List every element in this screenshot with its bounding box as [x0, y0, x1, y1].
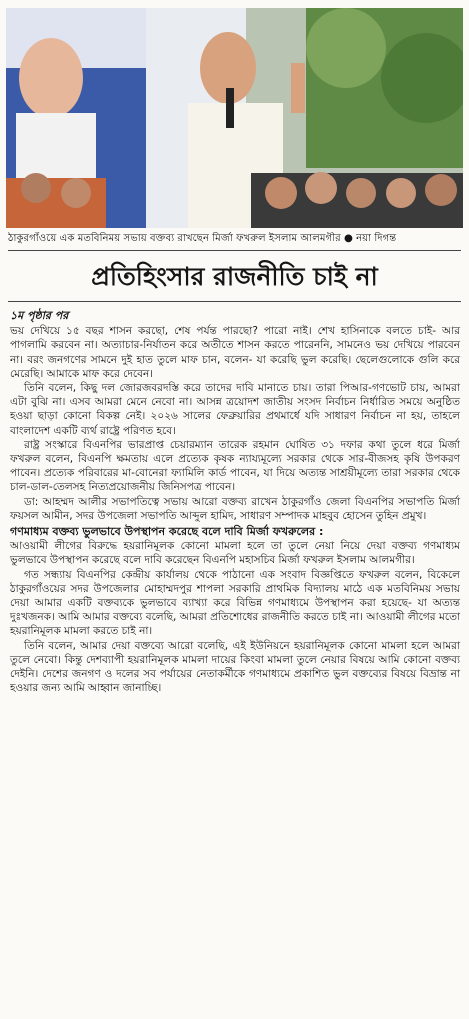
photo-caption: ঠাকুরগাঁওয়ে এক মতবিনিময় সভায় বক্তব্য রাখছেন মির্জা ফখরুল ইসলাম আলমগীর ● নয়া দিগন্ত: [8, 233, 397, 244]
paragraph: তিনি বলেন, কিছু দল জোরজবরদস্তি করে তাদের দাবি মানাতে চায়। তারা পিআর-গণভোট চায়, আমরা এটা বুঝি না। এসব আমরা মেনে নেবো না। আসন্ন ত্রয়োদশ জাতীয় সংসদ নির্বাচন নির্ধারিত সময়ে অনুষ্ঠিত হওয়া ছাড়া কোনো বিকল্প নেই। ২০২৬ সালের ফেব্রুয়ারির প্রথমার্ধে যদি সাধারণ নির্বাচন না হয়, তাহলে বাংলাদেশ একটি ব্যর্থ রাষ্ট্রে পরিণত হবে।: [10, 382, 460, 437]
paragraph: ভয় দেখিয়ে ১৫ বছর শাসন করছো, শেষ পর্যন্ত পারছো? পারো নাই। শেখ হাসিনাকে বলতে চাই- আর পাগলামি করবেন না। অত্যাচার-নির্যাতন করে অতীতে শাসন করতে পারেননি, সামনেও ভয় দেখিয়ে পারবেন না। বরং জনগণের সামনে দুই হাত তুলে মাফ চান, বলেন- যা করেছি ভুল করেছি। ছেলেগুলোকে গুলি করে মেরেছি। আমাকে মাফ করে দেবেন।: [10, 325, 460, 380]
subheading: গণমাধ্যম বক্তব্য ভুলভাবে উপস্থাপন করেছে বলে দাবি মির্জা ফখরুলের :: [10, 525, 324, 539]
continued-from-label: ১ম পৃষ্ঠার পর: [10, 309, 69, 322]
paragraph: তিনি বলেন, আমার দেয়া বক্তব্যে আরো বলেছি, এই ইউনিয়নে হয়রানিমূলক কোনো মামলা হলে আমরা তুলে নেবো। কিন্তু দেশব্যাপী হয়রানিমূলক মামলা দায়ের কিংবা মামলা তুলে নেয়ার বিষয়ে আমি কোনো বক্তব্য দেইনি। দেশের জনগণ ও দলের সব পর্যায়ের নেতাকর্মীকে গণমাধ্যমে প্রকাশিত ভুল বক্তব্যের বিষয়ে বিভ্রান্ত না হওয়ার জন্য আমি আহ্বান জানাচ্ছি।: [10, 639, 460, 695]
article-body: [10, 309, 460, 695]
paragraph: ডা: আহম্মদ আলীর সভাপতিত্বে সভায় আরো বক্তব্য রাখেন ঠাকুরগাঁও জেলা বিএনপির সভাপতি মির্জা ফয়সল আমীন, সদর উপজেলা সভাপতি আব্দুল হামিদ, সাধারণ সম্পাদক মাহবুব হোসেন তুহিন প্রমুখ।: [10, 495, 460, 522]
divider: [8, 301, 461, 302]
news-photo: [6, 8, 463, 228]
divider: [8, 250, 461, 251]
paragraph: রাষ্ট্র সংস্কারে বিএনপির ভারপ্রাপ্ত চেয়ারম্যান তারেক রহমান ঘোষিত ৩১ দফার কথা তুলে ধরে মির্জা ফখরুল বলেন, বিএনপি ক্ষমতায় এলে প্রত্যেক কৃষক ন্যায্যমূল্যে সরকার থেকে সার-বীজসহ কৃষি উপকরণ পাবেন। প্রত্যেক পরিবারের মা-বোনেরা ফ্যামিলি কার্ড পাবেন, যা দিয়ে অত্যন্ত সাশ্রয়ীমূল্যে তারা সরকার থেকে চাল-ডাল-তেলসহ নিত্যপ্রয়োজনীয় জিনিসপত্র পাবেন।: [10, 438, 460, 494]
paragraph: গত সন্ধ্যায় বিএনপির কেন্দ্রীয় কার্যালয় থেকে পাঠানো এক সংবাদ বিজ্ঞপ্তিতে ফখরুল বলেন, বিকেলে ঠাকুরগাঁওয়ের সদর উপজেলার মোহাম্মদপুর শাপলা সরকারি প্রাথমিক বিদ্যালয় মাঠে এক মতবিনিময় সভায় দেয়া আমার একটি বক্তব্যকে ভুলভাবে ব্যাখ্যা করে বিভিন্ন গণমাধ্যমে উপস্থাপন করা হয়েছে- যা অত্যন্ত দুঃখজনক। আমি আমার বক্তব্যে বলেছি, আমরা প্রতিশোধের রাজনীতি করতে চাই না। আওয়ামী লীগের মতো হয়রানিমূলক মামলা করতে চাই না।: [10, 568, 460, 638]
paragraph: আওয়ামী লীগের বিরুদ্ধে হয়রানিমূলক কোনো মামলা হলে তা তুলে নেয়া নিয়ে দেয়া বক্তব্য গণমাধ্যম ভুলভাবে উপস্থাপন করেছে বলে দাবি করেছেন বিএনপি মহাসচিব মির্জা ফখরুল ইসলাম আলমগীর।: [10, 540, 460, 567]
speaker-photo-illustration: [6, 8, 463, 228]
headline: প্রতিহিংসার রাজনীতি চাই না: [91, 262, 378, 291]
